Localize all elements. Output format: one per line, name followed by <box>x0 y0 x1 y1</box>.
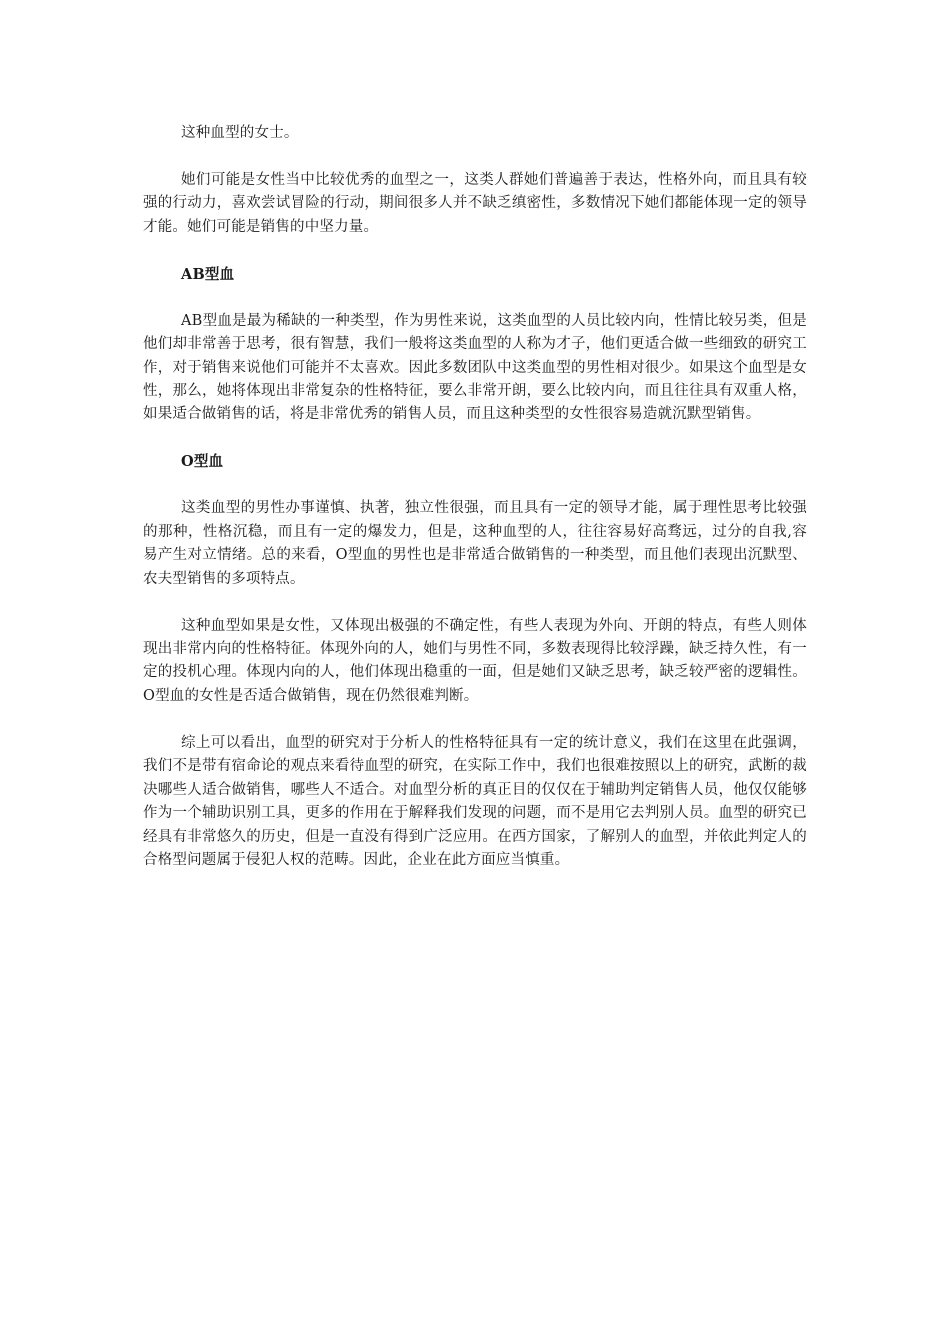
paragraph-conclusion: 综上可以看出，血型的研究对于分析人的性格特征具有一定的统计意义，我们在这里在此强调，我们不是带有宿命论的观点来看待血型的研究，在实际工作中，我们也很难按照以上的研究，武断的裁决哪些人适合做销售，哪些人不适合。对血型分析的真正目的仅仅在于辅助判定销售人员，他仅仅能够作为一个辅助识别工具，更多的作用在于解释我们发现的问题，而不是用它去判别人员。血型的研究已经具有非常悠久的历史，但是一直没有得到广泛应用。在西方国家，了解别人的血型，并依此判定人的合格型问题属于侵犯人权的范畴。因此，企业在此方面应当慎重。 <box>143 734 807 868</box>
paragraph-o-type-female: 这种血型如果是女性，又体现出极强的不确定性，有些人表现为外向、开朗的特点，有些人则体现出非常内向的性格特征。体现外向的人，她们与男性不同，多数表现得比较浮躁，缺乏持久性，有一定的投机心理。体现内向的人，他们体现出稳重的一面，但是她们又缺乏思考，缺乏较严密的逻辑性。O型血的女性是否适合做销售，现在仍然很难判断。 <box>143 617 807 704</box>
heading-ab-type: AB型血 <box>181 265 235 283</box>
document-page <box>143 122 807 872</box>
paragraph-o-type-male: 这类血型的男性办事谨慎、执著，独立性很强，而且具有一定的领导才能，属于理性思考比较强的那种，性格沉稳，而且有一定的爆发力，但是，这种血型的人，往往容易好高骛远，过分的自我,容易产生对立情绪。总的来看，O型血的男性也是非常适合做销售的一种类型，而且他们表现出沉默型、农夫型销售的多项特点。 <box>143 500 807 587</box>
heading-o-type: O型血 <box>181 453 224 471</box>
paragraph-intro-female: 这种血型的女士。 <box>181 125 299 141</box>
paragraph-ab-type: AB型血是最为稀缺的一种类型，作为男性来说，这类血型的人员比较内向，性情比较另类，但是他们却非常善于思考，很有智慧，我们一般将这类血型的人称为才子，他们更适合做一些细致的研究工作，对于销售来说他们可能并不太喜欢。因此多数团队中这类血型的男性相对很少。如果这个血型是女性，那么，她将体现出非常复杂的性格特征，要么非常开朗，要么比较内向，而且往往具有双重人格，如果适合做销售的话，将是非常优秀的销售人员，而且这种类型的女性很容易造就沉默型销售。 <box>143 312 807 423</box>
paragraph-female-traits: 她们可能是女性当中比较优秀的血型之一，这类人群她们普遍善于表达，性格外向，而且具有较强的行动力，喜欢尝试冒险的行动，期间很多人并不缺乏缜密性，多数情况下她们都能体现一定的领导才能。她们可能是销售的中坚力量。 <box>143 172 807 235</box>
